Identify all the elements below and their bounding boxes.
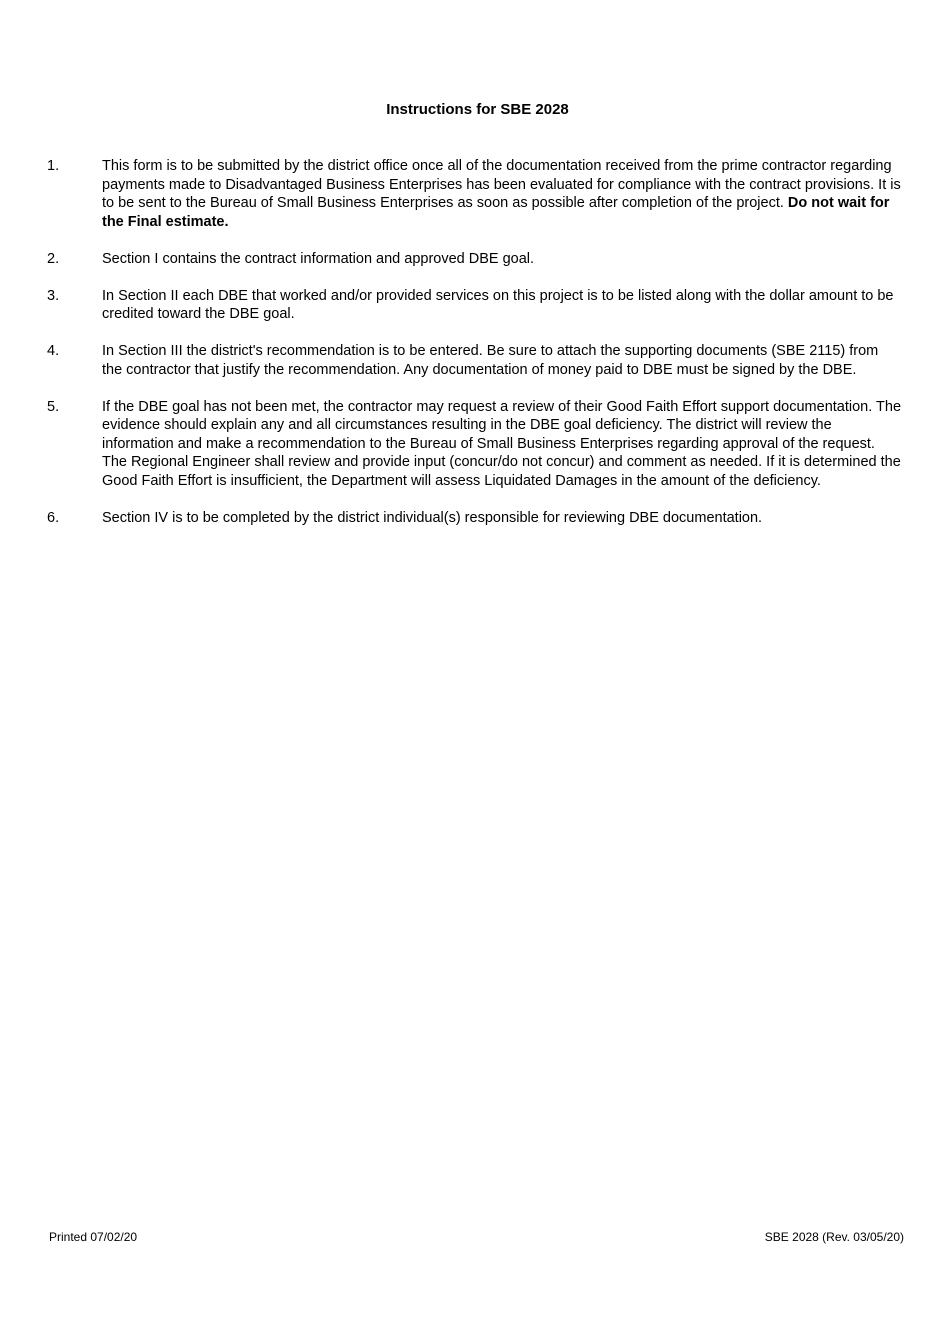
item-number: 5.: [47, 398, 60, 415]
list-item: [0, 342, 950, 379]
item-text: In Section III the district's recommendation is to be entered. Be sure to attach the supporting documents (SBE 2115) from the contractor that justify the recommendation. Any documentation of money paid to DBE must be signed by the DBE.: [102, 343, 879, 378]
item-text: If the DBE goal has not been met, the contractor may request a review of their Good Faith Effort support documentation. The evidence should explain any and all circumstances resulting in the DBE goal deficiency. The district will review the information and make a recommendation to the Bureau of Small Business Enterprises regarding approval of the request. The Regional Engineer shall review and provide input (concur/do not concur) and comment as needed. If it is determined the Good Faith Effort is insufficient, the Department will assess Liquidated Damages in the amount of the deficiency.: [102, 398, 902, 489]
list-item: [0, 398, 950, 491]
page-title: Instructions for SBE 2028: [386, 101, 569, 118]
item-text: In Section II each DBE that worked and/or provided services on this project is to be listed along with the dollar amount to be credited toward the DBE goal.: [102, 287, 894, 322]
item-text-emphasis: Do not wait for the Final estimate.: [102, 195, 890, 230]
item-text: Section IV is to be completed by the district individual(s) responsible for reviewing DBE documentation.: [102, 509, 763, 526]
item-number: 4.: [47, 343, 60, 359]
list-item: [0, 287, 950, 324]
item-number: 3.: [47, 287, 60, 304]
item-number: 2.: [47, 250, 60, 267]
instructions-list: [0, 157, 950, 546]
item-text: [102, 157, 902, 231]
footer-printed-date: Printed 07/02/20: [49, 1230, 138, 1244]
item-number: 1.: [47, 158, 60, 174]
list-item: [0, 509, 950, 528]
footer-form-id: SBE 2028 (Rev. 03/05/20): [764, 1230, 904, 1244]
item-text-body: This form is to be submitted by the district office once all of the documentation received from the prime contractor regarding payments made to Disadvantaged Business Enterprises has been evaluated for compliance with the contract provisions. It is to be sent to the Bureau of Small Business Enterprises as soon as possible after completion of the project.: [102, 158, 901, 211]
item-text: Section I contains the contract information and approved DBE goal.: [102, 250, 535, 267]
item-number: 6.: [47, 509, 60, 526]
list-item: [0, 157, 950, 231]
list-item: [0, 250, 950, 269]
